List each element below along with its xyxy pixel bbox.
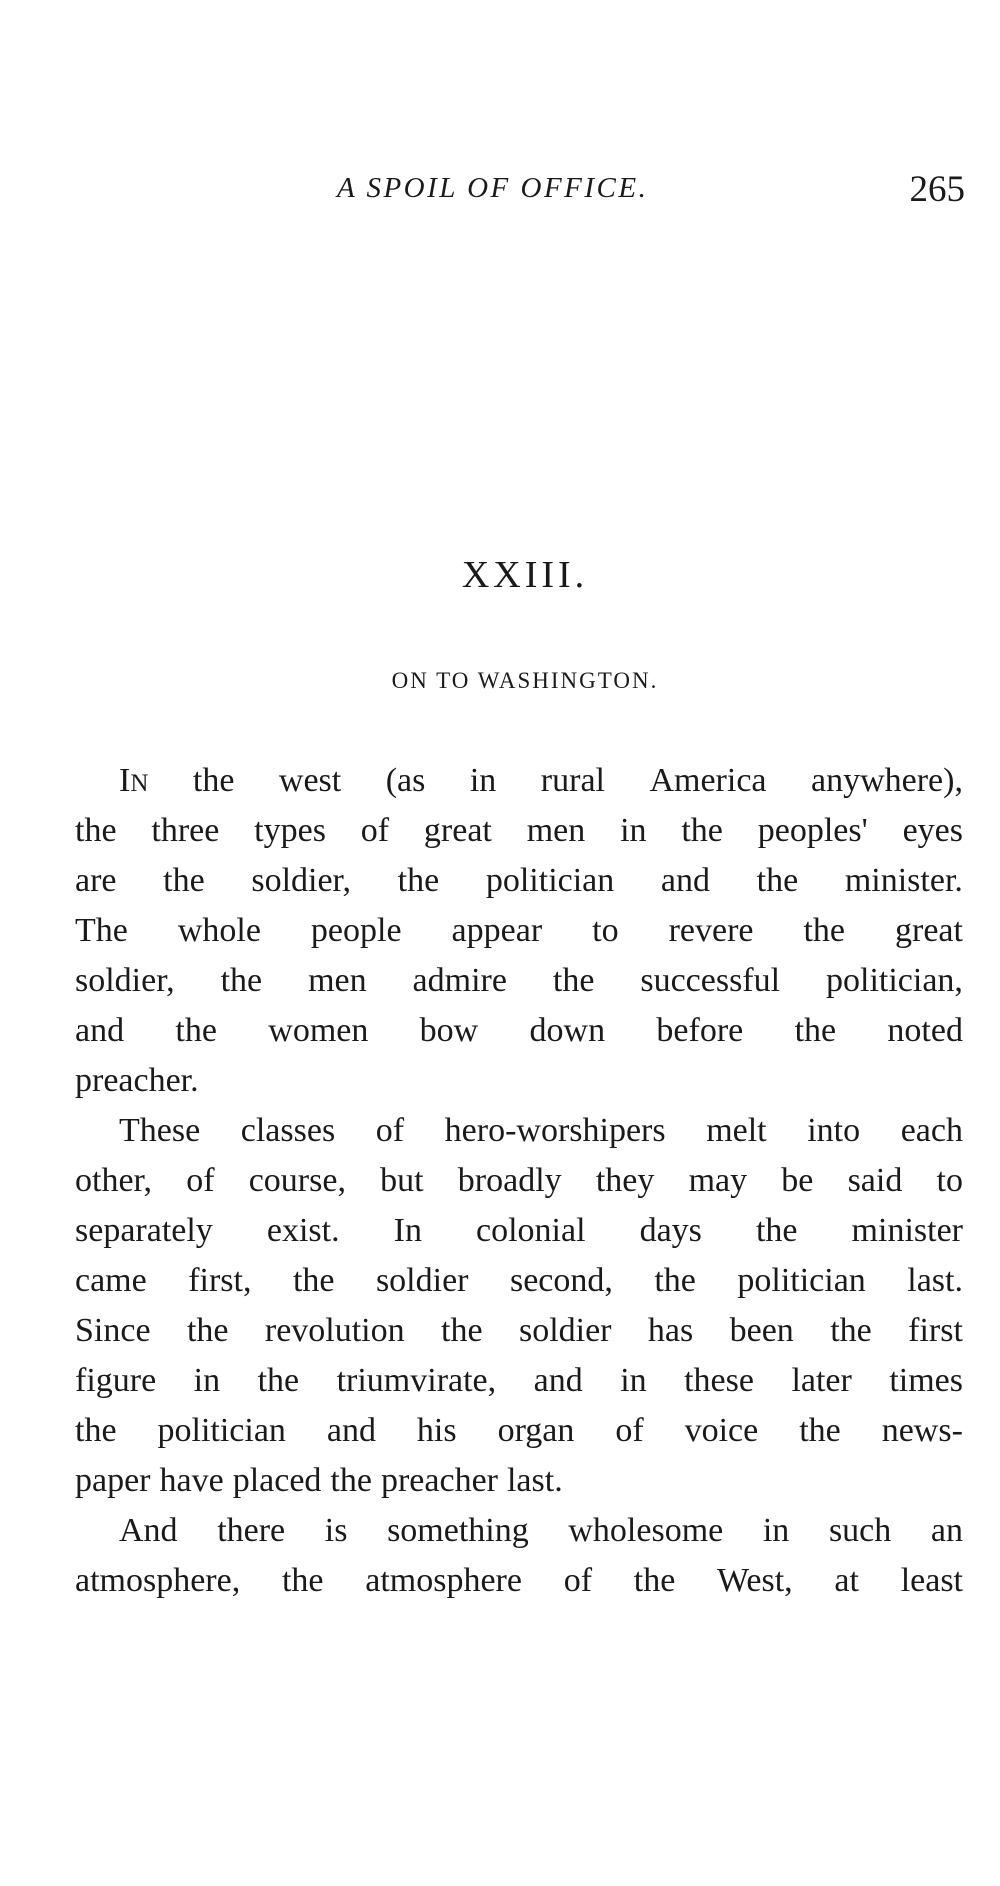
word: the [552, 962, 595, 999]
word: broadly [457, 1162, 562, 1199]
word: something [387, 1512, 529, 1549]
body-text [75, 756, 963, 1606]
word: preacher [380, 1462, 498, 1499]
word: course, [248, 1162, 346, 1199]
word: people [310, 912, 402, 949]
word: and [660, 862, 711, 899]
chapter-title: ON TO WASHINGTON. [391, 668, 659, 693]
word: in [762, 1512, 790, 1549]
word: last. [907, 1262, 963, 1299]
word: an [930, 1512, 963, 1549]
word: into [807, 1112, 861, 1149]
word: news- [881, 1412, 963, 1449]
word: times [889, 1362, 963, 1399]
word: melt [706, 1112, 767, 1149]
word: the [220, 962, 263, 999]
word: men [526, 812, 586, 849]
word: figure [75, 1362, 157, 1399]
text-line [75, 1506, 963, 1556]
word: the [186, 1312, 229, 1349]
word: organ [497, 1412, 575, 1449]
word: peoples' [757, 812, 868, 849]
word: great [423, 812, 492, 849]
text-line [75, 1406, 963, 1456]
word: the [441, 1312, 483, 1349]
word: wholesome [568, 1512, 724, 1549]
word: soldier, [75, 962, 175, 999]
word: they [595, 1162, 655, 1199]
word: to [592, 912, 619, 949]
text-line [75, 856, 963, 906]
word: these [684, 1362, 754, 1399]
word: the [75, 812, 117, 849]
word: anywhere), [811, 762, 963, 799]
word: successful [640, 962, 781, 999]
text-line [75, 956, 963, 1006]
word: triumvirate, [336, 1362, 497, 1399]
word: said [847, 1162, 903, 1199]
word: the [397, 862, 440, 899]
word: revere [668, 912, 754, 949]
word: the [175, 1012, 217, 1049]
word: whole [177, 912, 261, 949]
word: admire [412, 962, 507, 999]
word: three [151, 812, 220, 849]
text-line [75, 1356, 963, 1406]
word: Since [75, 1312, 151, 1349]
word: hero-worshipers [444, 1112, 666, 1149]
word: is [324, 1512, 348, 1549]
word: in [620, 812, 647, 849]
word: the [292, 1262, 335, 1299]
word: the [681, 812, 723, 849]
text-line [75, 906, 963, 956]
word: (as [385, 762, 426, 799]
word: be [781, 1162, 814, 1199]
word: there [217, 1512, 286, 1549]
word: the [257, 1362, 300, 1399]
word: last. [506, 1462, 563, 1499]
word: preacher. [75, 1062, 199, 1099]
small-caps-lead-word: IN [119, 762, 149, 799]
word: politician [737, 1262, 866, 1299]
word: the [281, 1562, 324, 1599]
running-head [0, 169, 1000, 222]
word: soldier [518, 1312, 612, 1349]
word: And [119, 1512, 178, 1549]
word: of [186, 1162, 215, 1199]
page-number: 265 [909, 169, 965, 210]
word: In [393, 1212, 422, 1249]
word: the [633, 1562, 676, 1599]
word: paper [75, 1462, 151, 1499]
word: second, [509, 1262, 613, 1299]
text-line [75, 1456, 963, 1506]
word: came [75, 1262, 147, 1299]
word: before [656, 1012, 744, 1049]
chapter-number: XXIII. [461, 554, 589, 596]
word: but [380, 1162, 424, 1199]
word: revolution [264, 1312, 405, 1349]
running-title: A SPOIL OF OFFICE. [337, 172, 649, 204]
word: placed [232, 1462, 322, 1499]
word: have [159, 1462, 224, 1499]
word: the [75, 1412, 117, 1449]
word: appear [451, 912, 543, 949]
word: West, [717, 1562, 793, 1599]
word: classes [240, 1112, 336, 1149]
word: are [75, 862, 117, 899]
text-line [75, 1006, 963, 1056]
word: minister [851, 1212, 963, 1249]
word: separately [75, 1212, 213, 1249]
word: down [529, 1012, 606, 1049]
word: west [278, 762, 342, 799]
word: in [193, 1362, 221, 1399]
word: later [791, 1362, 852, 1399]
word: of [360, 812, 390, 849]
word: rural [540, 762, 605, 799]
word: such [828, 1512, 892, 1549]
word: has [647, 1312, 694, 1349]
text-line [75, 1306, 963, 1356]
word: to [936, 1162, 963, 1199]
word: eyes [902, 812, 963, 849]
word: in [620, 1362, 647, 1399]
word: bow [419, 1012, 479, 1049]
word: of [563, 1562, 593, 1599]
word: women [268, 1012, 369, 1049]
word: and [533, 1362, 583, 1399]
word: of [615, 1412, 644, 1449]
text-line [75, 806, 963, 856]
word: been [729, 1312, 794, 1349]
text-line [75, 1106, 963, 1156]
word: America [649, 762, 767, 799]
word: of [375, 1112, 405, 1149]
word: at [834, 1562, 859, 1599]
word: and [326, 1412, 376, 1449]
text-line [75, 1056, 963, 1106]
word: exist. [266, 1212, 340, 1249]
text-line [75, 1256, 963, 1306]
word: days [639, 1212, 702, 1249]
word: in [469, 762, 497, 799]
text-line [75, 1556, 963, 1606]
word: first, [188, 1262, 252, 1299]
word: minister. [844, 862, 963, 899]
word: the [654, 1262, 696, 1299]
word: atmosphere [365, 1562, 522, 1599]
word: the [830, 1312, 872, 1349]
word: These [119, 1112, 201, 1149]
word: first [908, 1312, 963, 1349]
text-line [75, 1206, 963, 1256]
word: the [330, 1462, 372, 1499]
word: noted [887, 1012, 963, 1049]
word: his [416, 1412, 457, 1449]
word: types [254, 812, 326, 849]
word: the [799, 1412, 841, 1449]
word: soldier, [251, 862, 352, 899]
word: great [895, 912, 963, 949]
word: and [75, 1012, 125, 1049]
text-line [75, 1156, 963, 1206]
word: The [75, 912, 128, 949]
word: politician [157, 1412, 286, 1449]
word: may [688, 1162, 748, 1199]
word: the [803, 912, 846, 949]
word: politician, [826, 962, 963, 999]
word: other, [75, 1162, 152, 1199]
word: men [308, 962, 367, 999]
text-line [75, 756, 963, 806]
word: soldier [375, 1262, 469, 1299]
word: each [900, 1112, 963, 1149]
word: colonial [476, 1212, 586, 1249]
word: the [794, 1012, 837, 1049]
word: least [900, 1562, 963, 1599]
word: politician [485, 862, 615, 899]
word: atmosphere, [75, 1562, 241, 1599]
word: the [163, 862, 205, 899]
word: the [192, 762, 235, 799]
word: the [755, 1212, 798, 1249]
word: voice [684, 1412, 759, 1449]
word: the [756, 862, 799, 899]
